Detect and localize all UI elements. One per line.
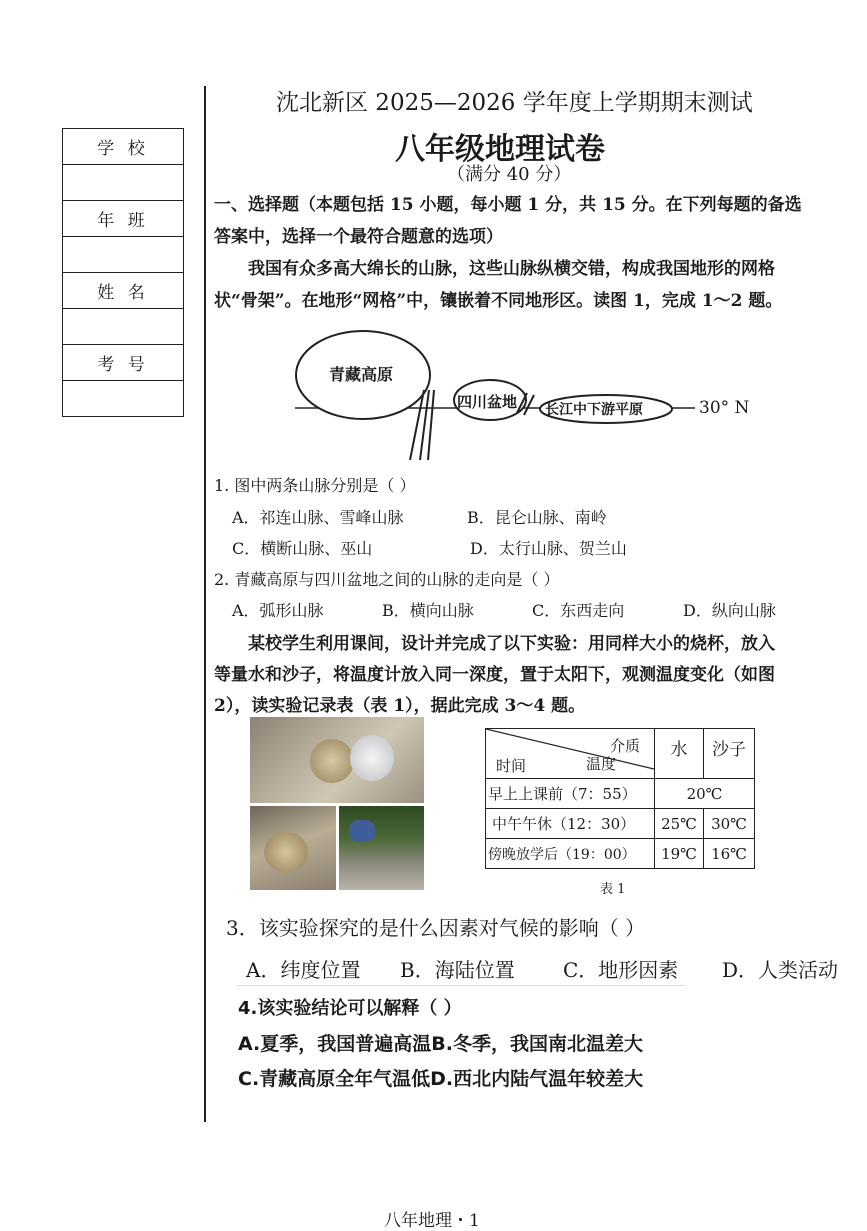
- experiment-line-2: 等量水和沙子，将温度计放入同一深度，置于太阳下，观测温度变化（如图: [214, 665, 775, 685]
- row-evening-time: 傍晚放学后（19：00）: [486, 839, 655, 869]
- table-row: [486, 839, 755, 869]
- page-footer: 八年地理・1: [384, 1211, 480, 1231]
- q2-stem: 2. 青藏高原与四川盆地之间的山脉的走向是（ ）: [214, 570, 560, 589]
- field-class[interactable]: [63, 237, 184, 273]
- label-name: 姓 名: [63, 273, 184, 309]
- row-noon-sand: 30℃: [704, 809, 755, 839]
- experiment-photo-water: [339, 806, 424, 890]
- intro-line-2: 状“骨架”。在地形“网格”中，镶嵌着不同地形区。读图 1，完成 1～2 题。: [214, 291, 783, 311]
- q2-option-c[interactable]: C．东西走向: [532, 601, 625, 620]
- row-noon-time: 中午午休（12：30）: [486, 809, 655, 839]
- q1-option-c[interactable]: C．横断山脉、巫山: [232, 539, 373, 558]
- q4-options-line-1[interactable]: A.夏季，我国普遍高温B.冬季，我国南北温差大: [238, 1033, 643, 1055]
- row-evening-sand: 16℃: [704, 839, 755, 869]
- q4-options-line-2[interactable]: C.青藏高原全年气温低D.西北内陆气温年较差大: [238, 1068, 644, 1090]
- exam-header: 沈北新区 2025—2026 学年度上学期期末测试: [276, 90, 753, 116]
- q4-stem: 4.该实验结论可以解释（ ）: [238, 998, 462, 1019]
- experiment-line-1: 某校学生利用课间，设计并完成了以下实验：用同样大小的烧杯，放入: [248, 634, 775, 654]
- table-diagonal-header: [486, 729, 655, 779]
- table-row: [486, 779, 755, 809]
- q3-option-d[interactable]: D．人类活动: [722, 958, 839, 982]
- section-title-2: 答案中，选择一个最符合题意的选项）: [214, 227, 503, 247]
- field-name[interactable]: [63, 309, 184, 345]
- exam-score: （满分 40 分）: [447, 164, 572, 185]
- student-info-table: [62, 128, 184, 417]
- map-latitude-label: 30° N: [699, 398, 750, 418]
- field-exam-number[interactable]: [63, 381, 184, 417]
- q3-option-a[interactable]: A．纬度位置: [246, 958, 361, 982]
- q3-option-c[interactable]: C．地形因素: [563, 958, 679, 982]
- q1-option-b[interactable]: B．昆仑山脉、南岭: [467, 508, 607, 527]
- q1-option-a[interactable]: A．祁连山脉、雪峰山脉: [232, 508, 404, 527]
- exam-title: 八年级地理试卷: [395, 132, 605, 167]
- q3-option-b[interactable]: B．海陆位置: [400, 958, 515, 982]
- row-morning-temp: 20℃: [655, 779, 755, 809]
- header-medium: 介质: [610, 737, 641, 755]
- label-class: 年 班: [63, 201, 184, 237]
- q1-stem: 1. 图中两条山脉分别是（ ）: [214, 476, 416, 495]
- binding-line: [204, 86, 206, 1122]
- table-caption: 表 1: [600, 882, 626, 897]
- col-sand: 沙子: [704, 729, 755, 779]
- q2-option-a[interactable]: A．弧形山脉: [232, 601, 324, 620]
- header-time: 时间: [496, 757, 527, 775]
- terrain-diagram: [290, 325, 760, 465]
- section-title-1: 一、选择题（本题包括 15 小题，每小题 1 分，共 15 分。在下列每题的备选: [214, 195, 802, 215]
- header-temp: 温度: [586, 755, 617, 773]
- experiment-line-3: 2），读实验记录表（表 1），据此完成 3～4 题。: [214, 696, 586, 716]
- map-label-basin: 四川盆地: [457, 393, 518, 411]
- label-school: 学 校: [63, 129, 184, 165]
- row-noon-water: 25℃: [655, 809, 704, 839]
- col-water: 水: [655, 729, 704, 779]
- row-evening-water: 19℃: [655, 839, 704, 869]
- map-label-plateau: 青藏高原: [329, 365, 394, 384]
- experiment-photo-top: [250, 717, 424, 803]
- q1-option-d[interactable]: D．太行山脉、贺兰山: [470, 539, 627, 558]
- q2-option-d[interactable]: D．纵向山脉: [683, 601, 776, 620]
- q2-option-b[interactable]: B．横向山脉: [382, 601, 474, 620]
- q3-stem: 3．该实验探究的是什么因素对气候的影响（ ）: [226, 916, 646, 940]
- field-school[interactable]: [63, 165, 184, 201]
- intro-line-1: 我国有众多高大绵长的山脉，这些山脉纵横交错，构成我国地形的网格: [248, 259, 775, 279]
- row-morning-time: 早上上课前（7：55）: [486, 779, 655, 809]
- experiment-table: [485, 728, 755, 869]
- table-row: [486, 809, 755, 839]
- experiment-photo-sand: [250, 806, 336, 890]
- label-exam-number: 考 号: [63, 345, 184, 381]
- map-label-plain: 长江中下游平原: [545, 402, 643, 418]
- divider: [236, 985, 686, 986]
